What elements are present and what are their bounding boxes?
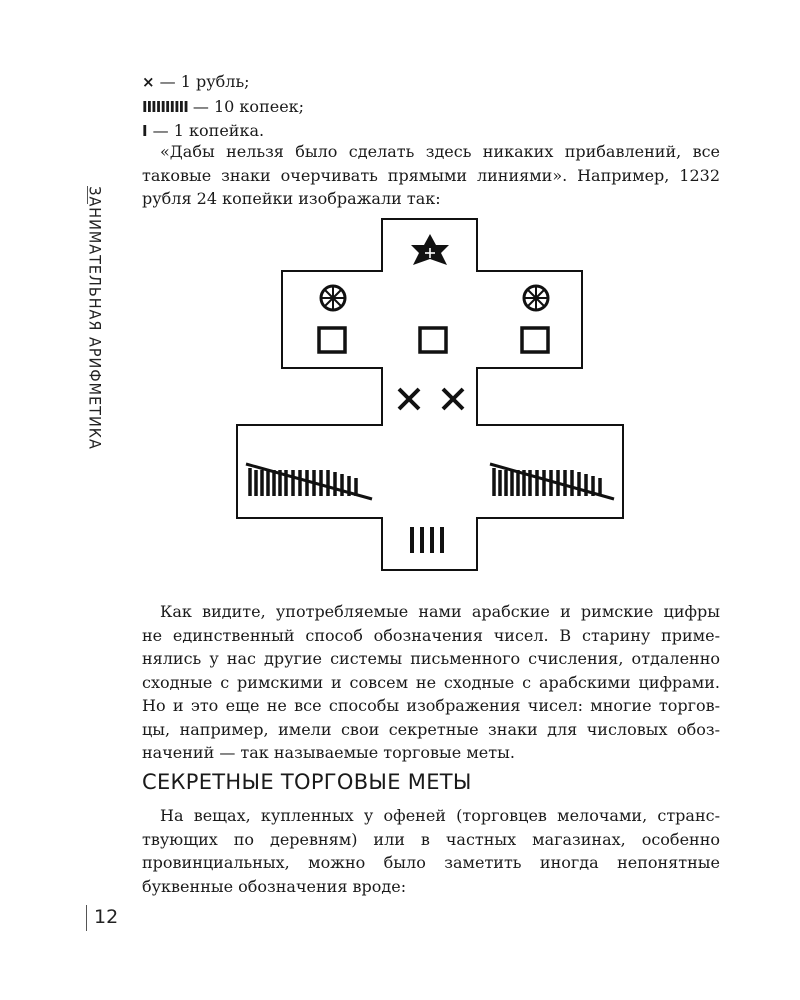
- text-line: «Дабы нельзя было сделать здесь никаких прибавлений, все: [160, 142, 720, 161]
- ten-kopecks-mark-icon: [246, 464, 372, 499]
- square-ten-icon: [522, 328, 548, 352]
- text-line: таковые знаки очерчивать прямыми линиями». Например, 1232: [142, 165, 720, 185]
- wheel-hundred-icon: [524, 286, 548, 310]
- star-thousand-icon: [411, 234, 449, 265]
- text-line: Как видите, употребляемые нами арабские и римские цифры: [160, 602, 720, 621]
- text-line: рубля 24 копейки изображали так:: [142, 189, 441, 208]
- ten-kopecks-mark-icon: [490, 464, 614, 499]
- page-number: 12: [94, 906, 119, 928]
- cross-ruble-icon: [399, 389, 419, 409]
- wheel-hundred-icon: [321, 286, 345, 310]
- text-line: буквенные обозначения вроде:: [142, 876, 407, 896]
- text-line: На вещах, купленных у офеней (торговцев мелочами, странс-: [160, 806, 720, 825]
- text-line: нялись у нас другие системы письменного счисления, отдаленно: [142, 649, 720, 668]
- running-head: ЗАНИМАТЕЛЬНАЯ АРИФМЕТИКА: [85, 186, 105, 450]
- text-line: цы, например, имели свои секретные знаки для числовых обоз-: [142, 719, 720, 739]
- section-heading: СЕКРЕТНЫЕ ТОРГОВЫЕ МЕТЫ: [142, 770, 472, 794]
- legend-item-kopeck: I — 1 копейка.: [142, 121, 265, 140]
- page-number-rule: [86, 905, 87, 931]
- text-line: твующих по деревням) или в частных магазинах, особенно: [142, 829, 720, 849]
- square-ten-icon: [319, 328, 345, 352]
- kopecks-mark-icon: [412, 527, 442, 553]
- text-line: сходные с римскими и совсем не сходные с арабскими цифрами.: [142, 672, 720, 692]
- square-ten-icon: [420, 328, 446, 352]
- legend-item-ruble: × — 1 рубль;: [142, 72, 250, 91]
- cross-ruble-icon: [443, 389, 463, 409]
- cross-outline: [237, 219, 623, 570]
- legend-item-ten-kopecks: IIIIIIIIII — 10 копеек;: [142, 96, 305, 116]
- text-line: не единственный способ обозначения чисел. В старину приме-: [142, 625, 720, 645]
- paragraph-number-systems: [142, 600, 720, 765]
- text-line: Но и это еще не все способы изображения чисел: многие торгов-: [142, 696, 720, 715]
- paragraph-trade-marks: [142, 804, 720, 898]
- text-line: начений — так называемые торговые меты.: [142, 743, 515, 762]
- text-line: провинциальных, можно было заметить иногда непонятные: [142, 853, 720, 872]
